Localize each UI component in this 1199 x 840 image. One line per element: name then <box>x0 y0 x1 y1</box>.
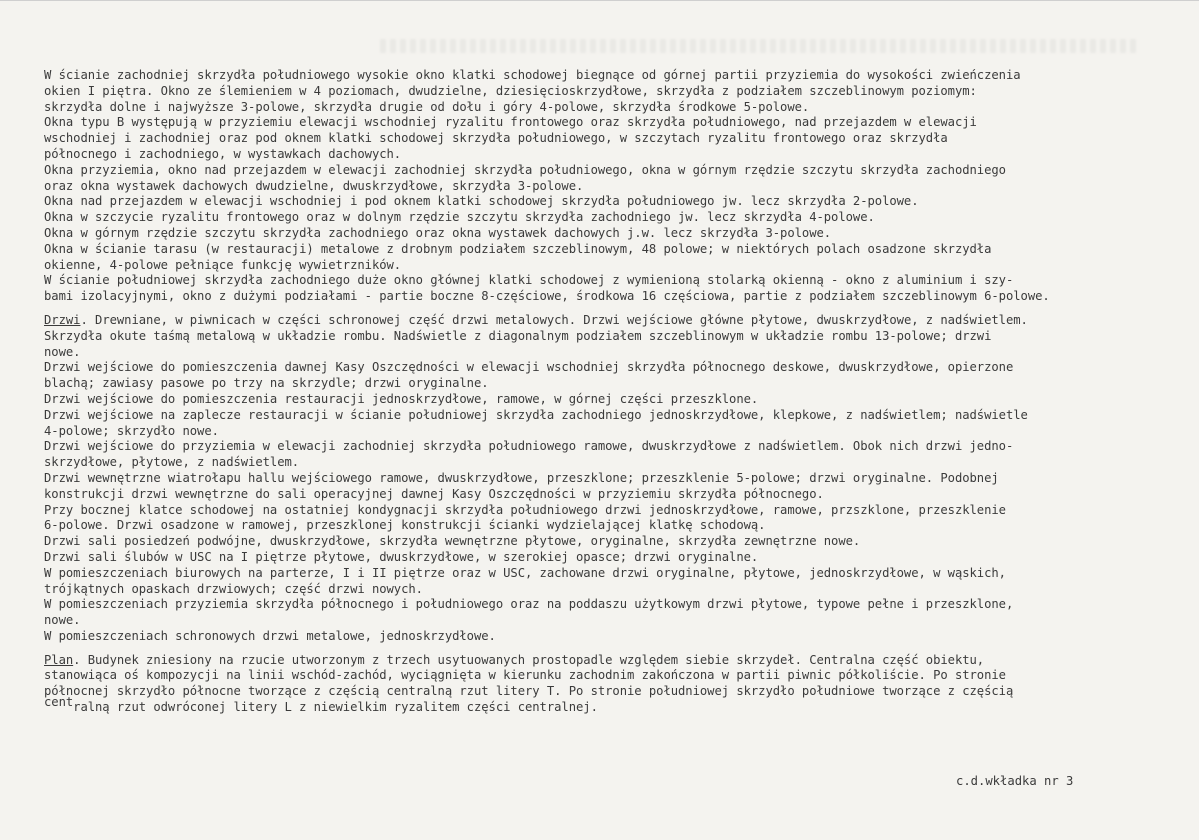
text-line: skrzydłowe, płytowe, z nadświetlem. <box>44 455 300 470</box>
text-line: bami izolacyjnymi, okno z dużymi podziałami - partie boczne 8-częściowe, środkowa 16 częściowa, partie z podziałem szczeblinowym 6-polowe. <box>44 289 1050 304</box>
text-line: wschodniej i zachodniej oraz pod oknem klatki schodowej skrzydła południowego, w szczytach ryzalitu frontowego oraz skrzydła <box>44 131 948 146</box>
text-line: okienne, 4-polowe pełniące funkcję wywietrzników. <box>44 257 402 272</box>
text-line: Drzwi sali ślubów w USC na I piętrze płytowe, dwuskrzydłowe, w szerokiej opasce; drzwi oryginalne. <box>44 549 759 564</box>
text-line: Okna przyziemia, okno nad przejazdem w elewacji zachodniej skrzydła południowego, okna w górnym rzędzie szczytu skrzydła zachodniego <box>44 162 1006 177</box>
continuation-note: c.d.wkładka nr 3 <box>956 774 1074 788</box>
plan-heading: Plan <box>44 652 74 667</box>
bleed-through-shadow <box>380 39 1140 53</box>
text-line: oraz okna wystawek dachowych dwudzielne, dwuskrzydłowe, skrzydła 3-polowe. <box>44 178 584 193</box>
text-line: Drzwi wejściowe na zaplecze restauracji w ścianie południowej skrzydła zachodniego jednoskrzydłowe, klepkowe, z nadświetlem; nadświetle <box>44 407 1028 422</box>
text-line: nowe. <box>44 613 81 628</box>
text-line: Okna nad przejazdem w elewacji wschodniej i pod oknem klatki schodowej skrzydła południowego jw. lecz skrzydła 2-polowe. <box>44 194 919 209</box>
plan-first-rest: . Budynek zniesiony na rzucie utworzonym z trzech usytuowanych prostopadle względem siebie skrzydeł. Centralna część obiektu, <box>73 652 985 667</box>
text-line: Okna typu B występują w przyziemiu elewacji wschodniej ryzalitu frontowego oraz skrzydła południowego, nad przejazdem w elewacji <box>44 115 977 130</box>
text-line: Drzwi wejściowe do przyziemia w elewacji zachodniej skrzydła południowego ramowe, dwuskrzydłowe z nadświetlem. Obok nich drzwi jedno- <box>44 439 1014 454</box>
text-line: Okna w ścianie tarasu (w restauracji) metalowe z drobnym podziałem szczeblinowym, 48 polowe; w niektórych polach osadzone skrzydła <box>44 241 992 256</box>
text-line: blachą; zawiasy pasowe po trzy na skrzydle; drzwi oryginalne. <box>44 376 489 391</box>
text-line: stanowiąca oś kompozycji na linii wschód-zachód, wyciągnięta w kierunku zachodnim zakończona w partii piwnic półkoliście. Po stronie <box>44 668 1006 683</box>
text-line: skrzydła dolne i najwyższe 3-polowe, skrzydła drugie od dołu i góry 4-polowe, skrzydła środkowe 5-polowe. <box>44 99 810 114</box>
text-line: Drzwi wewnętrzne wiatrołapu hallu wejściowego ramowe, dwuskrzydłowe, przeszklone; przeszklenie 5-polowe; drzwi oryginalne. Podobnej <box>44 470 999 485</box>
text-line: Skrzydła okute taśmą metalową w układzie rombu. Nadświetle z diagonalnym podziałem szczeblinowym w układzie rombu 13-polowe; drzwi <box>44 328 992 343</box>
drzwi-first-rest: . Drewniane, w piwnicach w części schronowej część drzwi metalowych. Drzwi wejściowe główne płytowe, dwuskrzydłowe, z nadświetlem. <box>80 312 1028 327</box>
text-line: Drzwi wejściowe do pomieszczenia dawnej Kasy Oszczędności w elewacji wschodniej skrzydła północnego deskowe, dwuskrzydłowe, opierzone <box>44 360 1014 375</box>
text-line: Drzwi sali posiedzeń podwójne, dwuskrzydłowe, skrzydła wewnętrzne płytowe, oryginalne, skrzydła zewnętrzne nowe. <box>44 534 861 549</box>
text-line: Drzwi wejściowe do pomieszczenia restauracji jednoskrzydłowe, ramowe, w górnej części przeszklone. <box>44 391 759 406</box>
text-line: W ścianie zachodniej skrzydła południowego wysokie okno klatki schodowej biegnące od górnej partii przyziemia do wysokości zwieńczenia <box>44 68 1021 82</box>
plan-first-line <box>44 653 1159 669</box>
text-line: nowe. <box>44 344 81 359</box>
text-line: Okna w szczycie ryzalitu frontowego oraz w dolnym rzędzie szczytu skrzydła zachodniego jw. lecz skrzydła 4-polowe. <box>44 210 875 225</box>
text-line: W ścianie południowej skrzydła zachodniego duże okno głównej klatki schodowej z wymienioną stolarką okienną - okno z aluminium i szy- <box>44 273 1014 288</box>
drzwi-heading: Drzwi <box>44 312 81 327</box>
plan-last-sup: cent <box>44 695 74 710</box>
text-line: Okna w górnym rzędzie szczytu skrzydła zachodniego oraz okna wystawek dachowych j.w. lecz skrzydła 3-polowe. <box>44 225 832 240</box>
paragraph-gap <box>44 305 1159 313</box>
doors-section <box>44 329 1159 645</box>
windows-section <box>44 68 1159 305</box>
drzwi-first-line <box>44 313 1159 329</box>
text-line: 4-polowe; skrzydło nowe. <box>44 423 219 438</box>
paragraph-gap <box>44 645 1159 653</box>
document-body <box>44 68 1159 716</box>
text-line: Przy bocznej klatce schodowej na ostatniej kondygnacji skrzydła południowego drzwi jednoskrzydłowe, ramowe, przszklone, przeszklenie <box>44 502 1006 517</box>
text-line: okien I piętra. Okno ze ślemieniem w 4 poziomach, dwudzielne, dziesięcioskrzydłowe, skrzydła z podziałem szczeblinowym poziomym: <box>44 83 977 98</box>
text-line: północnej skrzydło północne tworzące z częścią centralną rzut litery T. Po stronie południowej skrzydło południowe tworzące z częścią <box>44 684 1014 699</box>
text-line: 6-polowe. Drzwi osadzone w ramowej, przeszklonej konstrukcji ścianki wydzielającej klatkę schodową. <box>44 518 766 533</box>
text-line: W pomieszczeniach przyziemia skrzydła północnego i południowego oraz na poddaszu użytkowym drzwi płytowe, typowe pełne i przeszklone, <box>44 597 1014 612</box>
plan-section <box>44 668 1159 700</box>
text-line: północnego i zachodniego, w wystawkach dachowych. <box>44 146 402 161</box>
text-line: W pomieszczeniach biurowych na parterze, I i II piętrze oraz w USC, zachowane drzwi oryginalne, płytowe, jednoskrzydłowe, w wąskich, <box>44 565 1006 580</box>
text-line: trójkątnych opaskach drzwiowych; część drzwi nowych. <box>44 581 423 596</box>
text-line: W pomieszczeniach schronowych drzwi metalowe, jednoskrzydłowe. <box>44 628 496 643</box>
text-line: konstrukcji drzwi wewnętrzne do sali operacyjnej dawnej Kasy Oszczędności w przyziemiu skrzydła północnego. <box>44 486 824 501</box>
plan-last-rest: ralną rzut odwróconej litery L z niewielkim ryzalitem części centralnej. <box>73 700 598 715</box>
plan-last-line <box>44 695 1159 716</box>
